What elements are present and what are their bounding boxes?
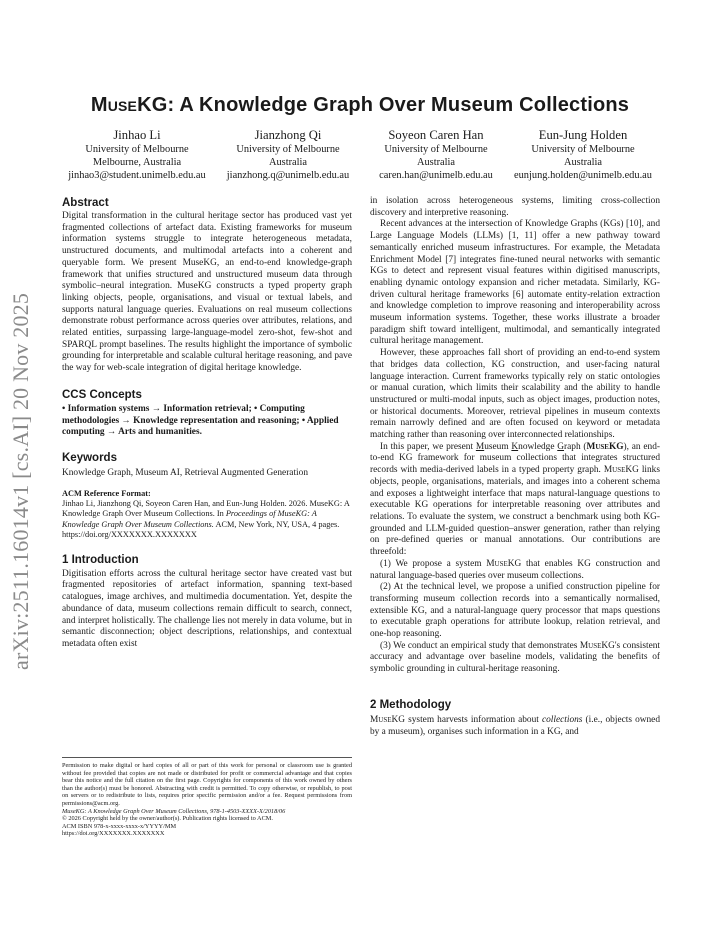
intro-heading: 1 Introduction bbox=[62, 553, 139, 566]
author-affiliation: University of Melbourne bbox=[85, 144, 189, 155]
intro-continued: in isolation across heterogeneous systems, limiting cross-collection discovery and interpretive reasoning. bbox=[370, 196, 660, 218]
doi-line: https://doi.org/XXXXXXX.XXXXXXX bbox=[62, 830, 165, 838]
author-location: Melbourne, Australia bbox=[92, 157, 182, 168]
system-name: MuseKG bbox=[486, 558, 522, 569]
author-name: Soyeon Caren Han bbox=[388, 128, 484, 142]
author-location: Australia bbox=[268, 157, 308, 168]
acm-ref-heading: ACM Reference Format: bbox=[62, 488, 151, 498]
ccs-item: • Computing methodologies → Knowledge representation and reasoning; bbox=[62, 403, 305, 426]
paragraph-recent-advances: Recent advances at the intersection of Knowledge Graphs (KGs) [10], and Large Language Models (LLMs) [1, 11] offer a new pathway toward semantically enriched museum infrastructures. For example, the Metadata Enrichment Model [7] integrates fine-tuned neural networks with semantic KGs to detect and represent visual features within digitised manuscripts, enabling dynamic ontology expansion and richer metadata. Similarly, KG-driven cultural heritage frameworks [6] automate entity-relation extraction and knowledge completion to improve reasoning and interoperability across museum information systems. Together, these works illustrate a broader paradigm shift toward intelligent, multimodal, and semantically integrated cultural heritage management. bbox=[370, 219, 660, 347]
abstract-heading: Abstract bbox=[62, 197, 109, 209]
underlined-letter: M bbox=[475, 441, 485, 452]
abstract-text: Digital transformation in the cultural heritage sector has produced vast yet fragmented collections of artefact data. Existing frameworks for museum information systems struggle to integrate heterogeneous metadata, unstructured documents, and multimodal artefacts into a coherent and queryable form. We present MuseKG, an end-to-end knowledge-graph framework that unifies structured and unstructured museum data through symbolic–neural integration. MuseKG constructs a typed property graph linking objects, people, organisations, and visual or textual labels, and supports natural language queries. Evaluations on real museum collections demonstrate robust performance across queries over attributes, relations, and related entities, surpassing large-language-model zero-shot, few-shot and SPARQL prompt baselines. The results highlight the importance of symbolic grounding for interpretable and scalable cultural heritage reasoning, and pave the way for web-scale integration of digital heritage knowledge. bbox=[62, 211, 352, 374]
text-span: that enables KG construction and natural language-based queries over museum collections. bbox=[370, 558, 661, 581]
paragraph-however: However, these approaches fall short of providing an end-to-end system that bridges data collection, KG construction, and user-facing natural language interaction. Current frameworks typically rely on static ontologies or manual curation, which limits their scalability and the ability to handle unstructured or multi-modal inputs, such as object images, production notes, or historical documents. Moreover, retrieval pipelines in museum contexts remain narrowly defined and are often focused on keyword or metadata matching rather than reasoning over interconnected relationships. bbox=[370, 348, 660, 441]
intro-text: Digitisation efforts across the cultural heritage sector have created vast but fragmented repositories of artefact information, spanning text-based catalogues, image archives, and multimedia documentation. Yet, despite the abundance of data, museum collections remain difficult to search, connect, and interpret holistically. The challenge lies not merely in data volume, but in semantic disconnection; object descriptions, relationships, and contextual metadata often exist bbox=[62, 568, 352, 649]
ccs-item: • Applied computing → Arts and humanities. bbox=[62, 415, 339, 438]
underlined-letter: K bbox=[511, 441, 519, 452]
text-span: 's consistent accuracy and advantage over baseline models, validating the benefits of symbolic grounding in cultural-heritage reasoning. bbox=[370, 640, 661, 675]
underlined-letter: G bbox=[557, 441, 565, 452]
text-span: system harvests information about bbox=[405, 714, 542, 725]
text-span: (3) We conduct an empirical study that demonstrates bbox=[380, 640, 580, 651]
title-system-name: MuseKG bbox=[90, 94, 168, 116]
keywords-heading: Keywords bbox=[62, 451, 117, 464]
author-affiliation: University of Melbourne bbox=[236, 144, 340, 155]
text-span: links objects, people, organisations, materials, and images into a coherent schema and exposes a lightweight interface that maps natural-language questions to executable KG operations for interpretable reasoning over attributes and relations. To evaluate the system, we construct a benchmark using both KG-grounded and LLM-guided question–answer generation, rather than relying on pre-defined queries or manual annotations. Our contributions are threefold: bbox=[370, 465, 660, 558]
paper-title bbox=[60, 94, 660, 117]
author-3 bbox=[361, 127, 511, 182]
author-1 bbox=[62, 127, 212, 182]
copyright-line: © 2026 Copyright held by the owner/author(s). Publication rights licensed to ACM. bbox=[62, 815, 273, 823]
keywords-text: Knowledge Graph, Museum AI, Retrieval Augmented Generation bbox=[62, 467, 308, 478]
text-span: useum bbox=[484, 441, 512, 452]
title-rest: : A Knowledge Graph Over Museum Collections bbox=[167, 94, 630, 116]
text-span: ), an end-to-end KG framework for museum collections that integrates structured records with media-derived labels in a typed property graph. bbox=[370, 441, 660, 476]
arxiv-id: arXiv:2511.16014v1 [cs.AI] 20 Nov 2025 bbox=[8, 292, 33, 670]
ccs-heading: CCS Concepts bbox=[62, 388, 142, 401]
copyright-footnote bbox=[62, 757, 352, 838]
ccs-item: • Information systems → Information retrieval; bbox=[62, 403, 252, 414]
text-span: (1) We propose a system bbox=[380, 558, 487, 569]
contribution-3 bbox=[370, 641, 660, 676]
author-name: Eun-Jung Holden bbox=[538, 128, 628, 142]
author-affiliation: University of Melbourne bbox=[384, 144, 488, 155]
paragraph-in-this-paper bbox=[370, 442, 660, 559]
contribution-1 bbox=[370, 559, 660, 582]
acm-ref-title: MuseKG: A Knowledge Graph Over Museum Collections. In bbox=[62, 499, 350, 519]
left-column bbox=[62, 196, 352, 651]
author-affiliation: University of Melbourne bbox=[531, 144, 635, 155]
author-email: caren.han@unimelb.edu.au bbox=[379, 170, 493, 181]
author-name: Jinhao Li bbox=[113, 128, 161, 142]
author-2 bbox=[213, 127, 363, 182]
acm-ref-text bbox=[62, 499, 352, 541]
text-span: In this paper, we present bbox=[380, 441, 476, 452]
isbn-line: ACM ISBN 978-x-xxxx-xxxx-x/YYYY/MM bbox=[62, 822, 177, 830]
author-location: Australia bbox=[563, 157, 603, 168]
text-span: nowledge bbox=[518, 441, 558, 452]
right-column bbox=[370, 196, 660, 738]
text-span: (i.e., objects owned by a museum), organises such information in a KG, and bbox=[370, 714, 660, 737]
methodology-heading: 2 Methodology bbox=[370, 698, 452, 711]
system-name: MuseKG bbox=[370, 714, 406, 725]
contribution-2: (2) At the technical level, we propose a unified construction pipeline for transforming museum collection records into a semantically normalised, extensible KG, and a natural-language query processor that maps questions to executable graph operations for attribute lookup, relation retrieval, and one-hop reasoning. bbox=[370, 582, 660, 640]
author-block bbox=[62, 127, 662, 187]
system-name: MuseKG bbox=[603, 465, 639, 476]
acm-ref-authors: Jinhao Li, Jianzhong Qi, Soyeon Caren Han, and Eun-Jung Holden. 2026. bbox=[62, 499, 310, 509]
author-location: Australia bbox=[416, 157, 456, 168]
methodology-text bbox=[370, 715, 660, 738]
system-name-bold: MuseKG bbox=[586, 441, 624, 452]
author-4 bbox=[508, 127, 658, 182]
conference-info: MuseKG: A Knowledge Graph Over Museum Collections, 978-1-4503-XXXX-X/2018/06 bbox=[62, 807, 286, 815]
system-name: MuseKG bbox=[579, 640, 615, 651]
acm-ref-proceedings: Proceedings of MuseKG: A Knowledge Graph Over Museum Collections. bbox=[62, 509, 317, 529]
ccs-list bbox=[62, 404, 352, 439]
permission-notice: Permission to make digital or hard copies of all or part of this work for personal or classroom use is granted without fee provided that copies are not made or distributed for profit or commercial advantage and that copies bear this notice and the full citation on the first page. Copyrights for components of this work owned by others than the author(s) must be honored. Abstracting with credit is permitted. To copy otherwise, or republish, to post on servers or to redistribute to lists, requires prior specific permission and/or a fee. Request permissions from permissions@acm.org. bbox=[62, 762, 352, 807]
italic-term: collections bbox=[541, 714, 583, 725]
author-email: jianzhong.q@unimelb.edu.au bbox=[226, 170, 350, 181]
acm-ref-tail: ACM, New York, NY, USA, 4 pages. https://doi.org/XXXXXXX.XXXXXXX bbox=[62, 519, 340, 540]
author-email: jinhao3@student.unimelb.edu.au bbox=[68, 170, 206, 181]
text-span: raph ( bbox=[564, 441, 587, 452]
author-name: Jianzhong Qi bbox=[254, 128, 322, 142]
author-email: eunjung.holden@unimelb.edu.au bbox=[514, 170, 652, 181]
